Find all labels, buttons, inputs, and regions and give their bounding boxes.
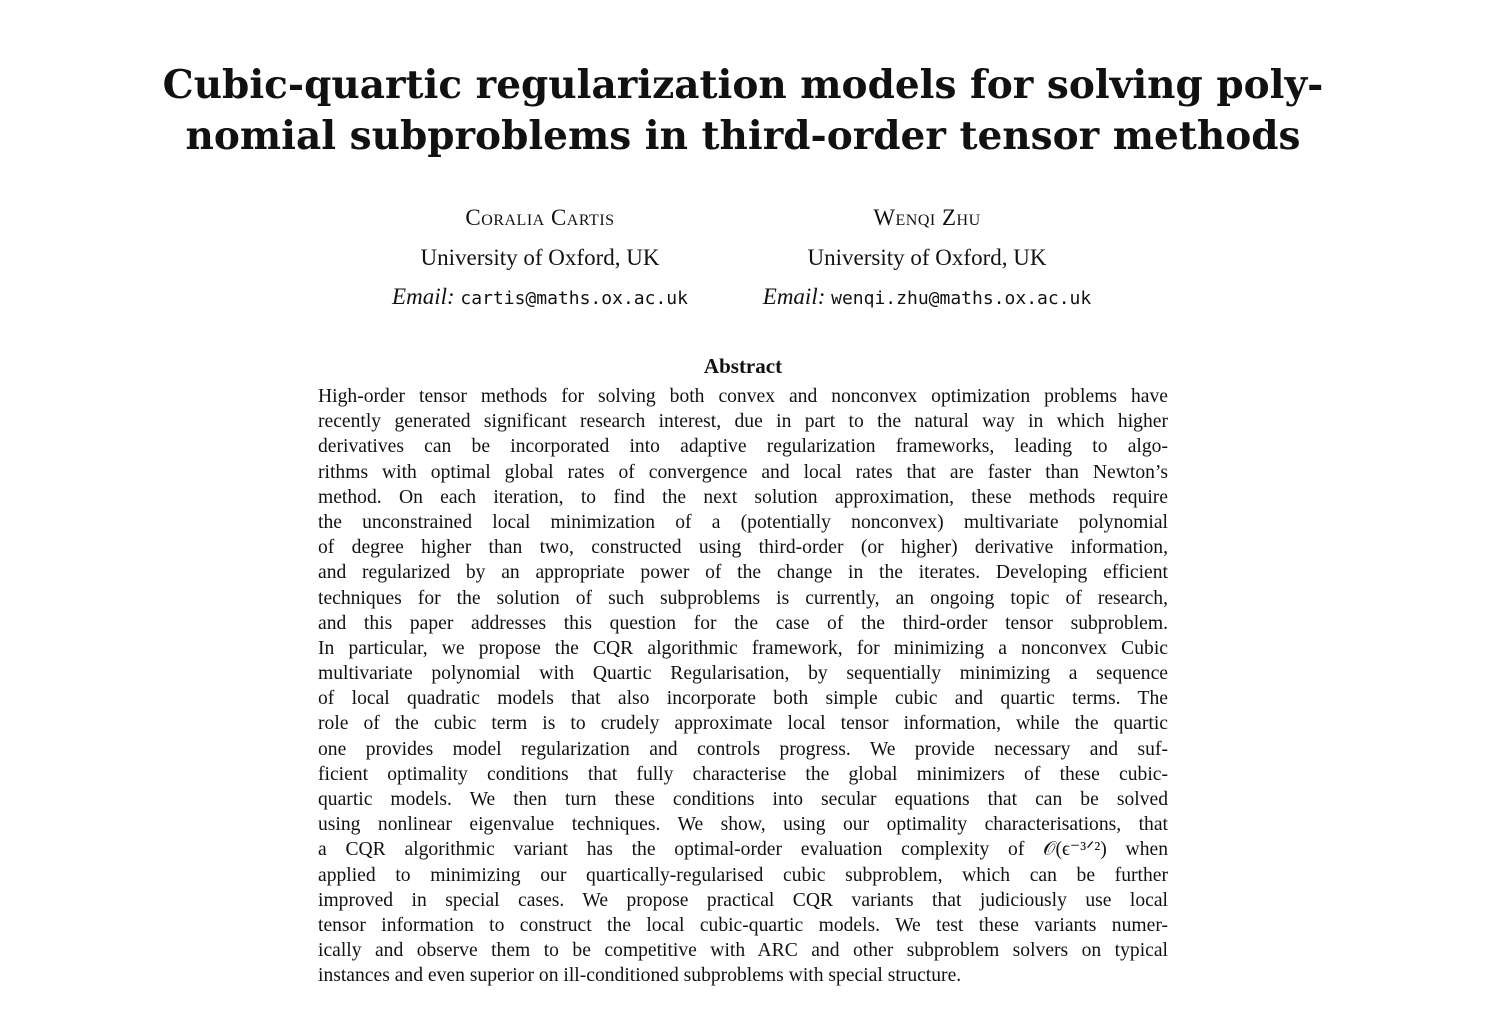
abstract-heading: Abstract <box>703 354 783 378</box>
abstract-line: quartic models. We then turn these conditions into secular equations that can be solved <box>318 789 1168 810</box>
abstract-line: ically and observe them to be competitive with ARC and other subproblem solvers on typical <box>318 940 1168 962</box>
abstract-line: of degree higher than two, constructed using third-order (or higher) derivative information, <box>318 537 1168 559</box>
abstract-line: a CQR algorithmic variant has the optimal-order evaluation complexity of 𝒪(ϵ⁻³ᐟ²) when <box>318 839 1168 861</box>
author-email[interactable]: wenqi.zhu@maths.ox.ac.uk <box>831 288 1092 309</box>
abstract-line: improved in special cases. We propose practical CQR variants that judiciously use local <box>318 889 1168 911</box>
author-wenqi-zhu <box>727 200 1127 318</box>
abstract-line: applied to minimizing our quartically-regularised cubic subproblem, which can be further <box>318 864 1168 886</box>
author-name: Wenqi Zhu <box>873 205 981 230</box>
abstract-line: techniques for the solution of such subproblems is currently, an ongoing topic of research, <box>318 587 1168 609</box>
author-name: Coralia Cartis <box>465 205 615 230</box>
abstract-line: method. On each iteration, to find the next solution approximation, these methods require <box>318 486 1168 508</box>
author-email[interactable]: cartis@maths.ox.ac.uk <box>460 288 688 309</box>
author-coralia-cartis <box>340 200 740 318</box>
email-label: Email: <box>762 284 826 309</box>
author-block <box>0 200 1486 320</box>
title-line: Cubic-quartic regularization models for solving poly- <box>162 62 1324 108</box>
abstract-line: and this paper addresses this question for the case of the third-order tensor subproblem. <box>318 612 1168 634</box>
title-line: nomial subproblems in third-order tensor methods <box>185 113 1301 159</box>
author-email-row <box>340 278 740 318</box>
abstract-line: role of the cubic term is to crudely approximate local tensor information, while the quartic <box>318 713 1168 735</box>
email-label: Email: <box>392 284 455 309</box>
abstract-line: and regularized by an appropriate power of the change in the iterates. Developing efficient <box>318 562 1168 584</box>
abstract-text <box>318 384 1168 989</box>
abstract-line: derivatives can be incorporated into adaptive regularization frameworks, leading to algo- <box>318 436 1168 458</box>
abstract-line: the unconstrained local minimization of a (potentially nonconvex) multivariate polynomial <box>318 511 1168 533</box>
author-email-row <box>727 278 1127 318</box>
abstract-line: using nonlinear eigenvalue techniques. We show, using our optimality characterisations, that <box>318 814 1168 836</box>
author-affiliation: University of Oxford, UK <box>807 245 1047 270</box>
abstract-line: of local quadratic models that also incorporate both simple cubic and quartic terms. The <box>318 688 1168 710</box>
abstract-line: recently generated significant research interest, due in part to the natural way in which higher <box>318 411 1168 433</box>
author-affiliation: University of Oxford, UK <box>420 245 660 270</box>
abstract-line: tensor information to construct the local cubic-quartic models. We test these variants numer- <box>318 914 1168 936</box>
abstract-line: ficient optimality conditions that fully characterise the global minimizers of these cubic- <box>318 763 1168 785</box>
paper-title <box>140 60 1346 162</box>
abstract-line: multivariate polynomial with Quartic Regularisation, by sequentially minimizing a sequence <box>318 663 1168 685</box>
abstract-line: In particular, we propose the CQR algorithmic framework, for minimizing a nonconvex Cubic <box>318 637 1168 659</box>
abstract-line: one provides model regularization and controls progress. We provide necessary and suf- <box>318 738 1168 760</box>
abstract-line: rithms with optimal global rates of convergence and local rates that are faster than Newton’s <box>318 461 1168 483</box>
abstract-line: instances and even superior on ill-conditioned subproblems with special structure. <box>318 965 962 987</box>
abstract-line: High-order tensor methods for solving both convex and nonconvex optimization problems have <box>318 386 1168 407</box>
